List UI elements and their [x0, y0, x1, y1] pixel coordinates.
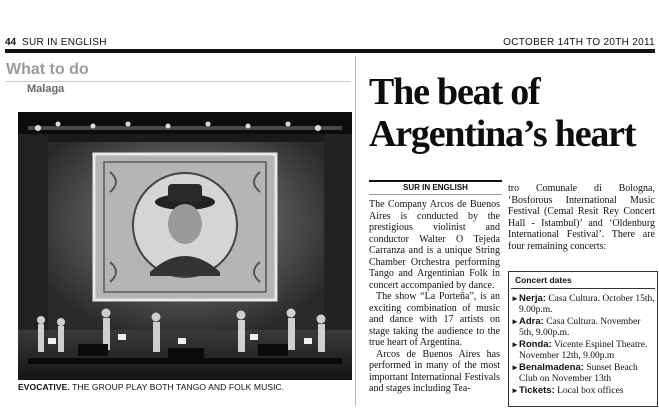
publication-name: SUR IN ENGLISH [22, 37, 107, 48]
concert-dates-rule [511, 288, 655, 289]
concert-detail: Local box offices [557, 386, 624, 396]
concert-dates-list [511, 293, 655, 397]
caption-lead: EVOCATIVE. [18, 382, 70, 392]
section-title: What to do [6, 61, 89, 78]
headline-line-2: Argentina’s heart [369, 113, 636, 155]
concert-detail: Casa Cultura. October 15th, 9.00p.m. [519, 294, 655, 315]
concert-city: Benalmadena: [519, 362, 584, 373]
issue-date: OCTOBER 14TH TO 20TH 2011 [503, 37, 655, 48]
paragraph-3: Arcos de Buenos Aires has performed in many of the most important International Festivals and stages including Tea- [369, 348, 500, 394]
page-number: 44 [5, 37, 17, 48]
section-rule [6, 81, 351, 82]
concert-city: Adra: [519, 316, 544, 327]
stage-photo [18, 112, 352, 380]
concert-date-item [511, 316, 655, 339]
article-column-1 [369, 199, 500, 395]
concert-city: Ronda: [519, 339, 552, 350]
stage-photo-illustration [18, 112, 352, 380]
headline-line-1: The beat of [369, 71, 540, 113]
concert-date-item [511, 362, 655, 385]
photo-caption [18, 382, 352, 393]
concert-city: Nerja: [519, 293, 546, 304]
paragraph-2: The show “La Porteña”, is an exciting combination of music and dance with 17 artists on stage taking the audience to the true heart of Argentina. [369, 291, 500, 348]
arrow-right-icon: ► [511, 363, 519, 372]
byline: SUR IN ENGLISH [403, 183, 468, 192]
concert-date-item [511, 339, 655, 362]
credit-rule-bottom [369, 194, 502, 195]
concert-detail: Casa Cultura. November 5th, 9.00p.m. [519, 317, 641, 338]
arrow-right-icon: ► [511, 294, 519, 303]
concert-detail: Vicente Espinel Theatre. November 12th, 9.00p.m [519, 340, 648, 361]
concert-date-item [511, 293, 655, 316]
header-rule [5, 49, 655, 53]
arrow-right-icon: ► [511, 317, 519, 326]
page-header [5, 37, 655, 48]
concert-date-item [511, 385, 655, 397]
credit-rule-top [369, 180, 502, 182]
column-separator [355, 56, 356, 406]
concert-detail: Sunset Beach Club on November 13th [519, 363, 638, 384]
concert-city: Tickets: [519, 385, 555, 396]
section-place: Malaga [27, 83, 65, 95]
paragraph-1: The Company Arcos de Buenos Aires is conducted by the prestigious violinist and conductor Walter O Tejeda Carranza and is a unique String Chamber Orchestra performing Tango and Argentinian Folk in concert accompanied by dance. [369, 199, 500, 291]
article-column-2 [508, 183, 655, 252]
arrow-right-icon: ► [511, 386, 519, 395]
concert-dates-title: Concert dates [515, 275, 572, 285]
caption-text: THE GROUP PLAY BOTH TANGO AND FOLK MUSIC. [72, 382, 285, 392]
concert-dates-box [508, 271, 658, 407]
headline [369, 71, 655, 155]
arrow-right-icon: ► [511, 340, 519, 349]
paragraph-4: tro Comunale di Bologna, ‘Bosforous International Music Festival (Cemal Resit Rey Concert Hall - Istambul)’ and ‘Oldenburg International Festival’. There are four remaining concerts: [508, 183, 655, 252]
